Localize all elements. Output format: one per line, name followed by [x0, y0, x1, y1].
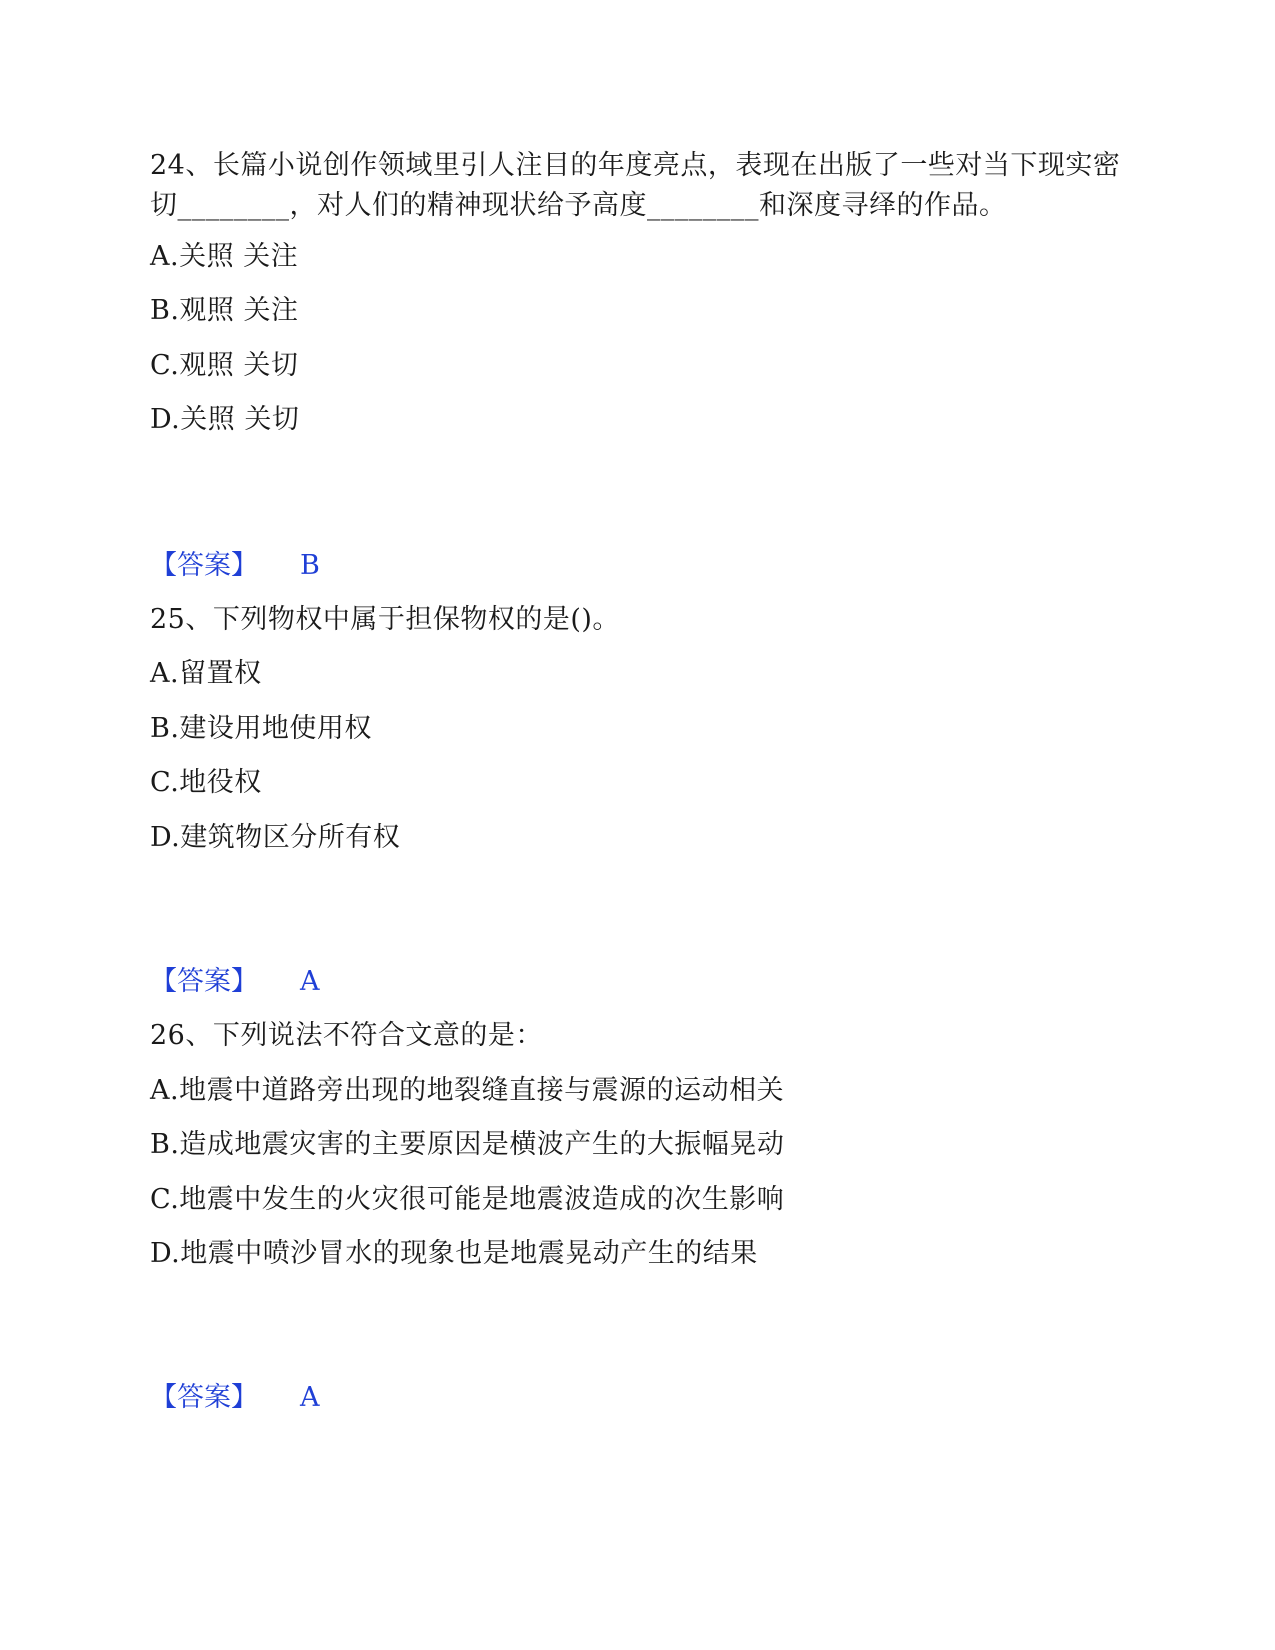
question-25-option-d: D.建筑物区分所有权 — [150, 822, 401, 853]
question-26-stem: 26、下列说法不符合文意的是： — [150, 1020, 543, 1051]
answer-label: 【答案】 — [150, 550, 258, 581]
answer-label: 【答案】 — [150, 966, 258, 997]
question-26-option-d: D.地震中喷沙冒水的现象也是地震晃动产生的结果 — [150, 1238, 758, 1269]
question-24-stem: 24、长篇小说创作领域里引人注目的年度亮点，表现在出版了一些对当下现实密切________，对人们的精神现状给予高度________和深度寻绎的作品。 — [150, 150, 1121, 221]
question-26-option-b: B.造成地震灾害的主要原因是横波产生的大振幅晃动 — [150, 1129, 785, 1160]
question-26-option-c: C.地震中发生的火灾很可能是地震波造成的次生影响 — [150, 1184, 785, 1215]
question-24-answer — [150, 546, 320, 586]
question-25-option-b: B.建设用地使用权 — [150, 713, 372, 744]
answer-label: 【答案】 — [150, 1382, 258, 1413]
question-26-answer — [150, 1378, 320, 1418]
question-24-option-c: C.观照 关切 — [150, 350, 299, 381]
question-24-option-a: A.关照 关注 — [150, 241, 299, 272]
question-25-answer — [150, 962, 320, 1002]
answer-value: B — [300, 550, 320, 581]
question-25-option-c: C.地役权 — [150, 767, 262, 798]
question-24-option-d: D.关照 关切 — [150, 404, 300, 435]
answer-value: A — [300, 966, 320, 997]
answer-value: A — [300, 1382, 320, 1413]
question-25-option-a: A.留置权 — [150, 658, 262, 689]
question-26-option-a: A.地震中道路旁出现的地裂缝直接与震源的运动相关 — [150, 1075, 785, 1106]
question-24-option-b: B.观照 关注 — [150, 295, 299, 326]
question-25-stem: 25、下列物权中属于担保物权的是()。 — [150, 604, 620, 635]
